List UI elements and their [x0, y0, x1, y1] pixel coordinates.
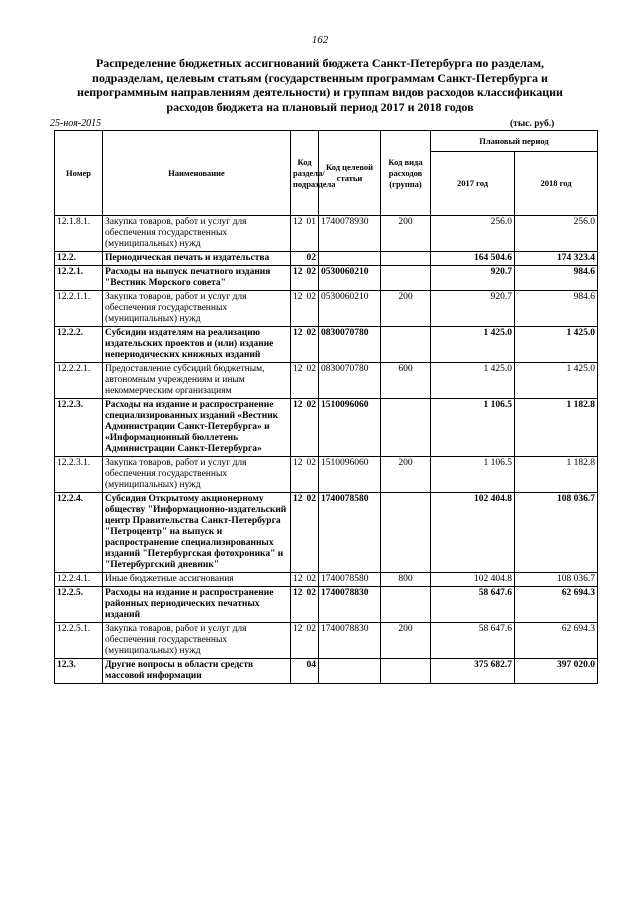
- row-subsection: 02: [305, 363, 319, 399]
- header-year-2018: 2018 год: [515, 152, 598, 216]
- row-section: 12: [291, 363, 305, 399]
- table-body: [55, 216, 598, 684]
- table-row: [55, 216, 598, 252]
- row-number: 12.2.4.: [55, 493, 103, 573]
- row-article: 1740078580: [319, 493, 381, 573]
- table-row: [55, 659, 598, 684]
- row-number: 12.2.: [55, 252, 103, 266]
- row-amount-2018: 1 425.0: [515, 327, 598, 363]
- row-vid: 600: [381, 363, 431, 399]
- row-subsection: 02: [305, 266, 319, 291]
- header-name: Наименование: [103, 131, 291, 216]
- row-amount-2017: 1 425.0: [431, 327, 515, 363]
- row-section: [291, 659, 305, 684]
- row-amount-2018: 174 323.4: [515, 252, 598, 266]
- row-vid: 200: [381, 457, 431, 493]
- table-row: [55, 291, 598, 327]
- row-amount-2018: 984.6: [515, 266, 598, 291]
- row-name: Закупка товаров, работ и услуг для обеспечения государственных (муниципальных) нужд: [103, 291, 291, 327]
- document-title: Распределение бюджетных ассигнований бюджета Санкт-Петербурга по разделам, подразделам, целевым статьям (государственным программам Санкт-Петербурга и непрограммным направлениям деятельности) и группам видов расходов классификации расходов бюджета на плановый период 2017 и 2018 годов: [77, 56, 563, 114]
- row-number: 12.2.1.1.: [55, 291, 103, 327]
- row-amount-2017: 1 106.5: [431, 399, 515, 457]
- row-section: 12: [291, 623, 305, 659]
- row-number: 12.1.8.1.: [55, 216, 103, 252]
- row-amount-2017: 256.0: [431, 216, 515, 252]
- table-row: [55, 587, 598, 623]
- row-subsection: 02: [305, 573, 319, 587]
- row-vid: 800: [381, 573, 431, 587]
- row-article: 1740078930: [319, 216, 381, 252]
- row-article: [319, 659, 381, 684]
- row-article: 0830070780: [319, 327, 381, 363]
- row-name: Иные бюджетные ассигнования: [103, 573, 291, 587]
- row-amount-2018: 108 036.7: [515, 573, 598, 587]
- row-subsection: 02: [305, 623, 319, 659]
- row-name: Закупка товаров, работ и услуг для обеспечения государственных (муниципальных) нужд: [103, 457, 291, 493]
- row-number: 12.2.1.: [55, 266, 103, 291]
- row-vid: [381, 266, 431, 291]
- row-number: 12.2.4.1.: [55, 573, 103, 587]
- page-number: 162: [311, 34, 329, 46]
- table-row: [55, 493, 598, 573]
- row-article: 1510096060: [319, 399, 381, 457]
- budget-table: [54, 130, 598, 684]
- row-article: 1740078830: [319, 623, 381, 659]
- document-date: 25-ноя-2015: [50, 118, 102, 129]
- table-row: [55, 327, 598, 363]
- row-name: Расходы на издание и распространение специализированных изданий «Вестник Администрации Санкт-Петербурга» и «Информационный бюллетень Администрации Санкт-Петербурга»: [103, 399, 291, 457]
- row-section: 12: [291, 327, 305, 363]
- row-amount-2018: 1 182.8: [515, 399, 598, 457]
- row-vid: 200: [381, 623, 431, 659]
- row-amount-2018: 1 182.8: [515, 457, 598, 493]
- row-amount-2017: 1 425.0: [431, 363, 515, 399]
- table-row: [55, 623, 598, 659]
- row-number: 12.2.2.1.: [55, 363, 103, 399]
- row-amount-2017: 920.7: [431, 266, 515, 291]
- row-amount-2018: 62 694.3: [515, 587, 598, 623]
- row-amount-2018: 984.6: [515, 291, 598, 327]
- row-amount-2017: 920.7: [431, 291, 515, 327]
- row-amount-2018: 108 036.7: [515, 493, 598, 573]
- table-row: [55, 573, 598, 587]
- row-article: 0530060210: [319, 291, 381, 327]
- row-amount-2017: 102 404.8: [431, 573, 515, 587]
- header-number: Номер: [55, 131, 103, 216]
- table-row: [55, 363, 598, 399]
- header-plan-period: Плановый период: [431, 131, 598, 152]
- row-article: [319, 252, 381, 266]
- row-section: 12: [291, 587, 305, 623]
- row-section: 12: [291, 457, 305, 493]
- table-row: [55, 252, 598, 266]
- row-name: Периодическая печать и издательства: [103, 252, 291, 266]
- row-amount-2017: 102 404.8: [431, 493, 515, 573]
- row-article: 0830070780: [319, 363, 381, 399]
- row-number: 12.2.3.1.: [55, 457, 103, 493]
- row-name: Расходы на выпуск печатного издания "Вестник Морского совета": [103, 266, 291, 291]
- row-subsection: 01: [305, 216, 319, 252]
- header-article: Код целевой статьи: [319, 131, 381, 216]
- row-subsection: 02: [305, 587, 319, 623]
- row-amount-2017: 58 647.6: [431, 623, 515, 659]
- row-number: 12.2.5.1.: [55, 623, 103, 659]
- row-vid: [381, 399, 431, 457]
- header-vid: Код вида расходов (группа): [381, 131, 431, 216]
- table-row: [55, 399, 598, 457]
- row-subsection: 02: [305, 291, 319, 327]
- row-vid: [381, 493, 431, 573]
- row-section: 12: [291, 573, 305, 587]
- row-section: 12: [291, 216, 305, 252]
- row-section: [291, 252, 305, 266]
- row-amount-2018: 1 425.0: [515, 363, 598, 399]
- row-name: Закупка товаров, работ и услуг для обеспечения государственных (муниципальных) нужд: [103, 623, 291, 659]
- row-article: 1510096060: [319, 457, 381, 493]
- row-name: Субсидия Открытому акционерному обществу "Информационно-издательский центр Правительства Санкт-Петербурга "Петроцентр" на выпуск и распространение специализированных изданий "Петербургская фотохроника" и "Петербургский дневник": [103, 493, 291, 573]
- row-amount-2017: 375 682.7: [431, 659, 515, 684]
- row-amount-2018: 62 694.3: [515, 623, 598, 659]
- row-amount-2018: 256.0: [515, 216, 598, 252]
- row-vid: 200: [381, 216, 431, 252]
- row-subsection: 02: [305, 327, 319, 363]
- row-amount-2018: 397 020.0: [515, 659, 598, 684]
- row-subsection: 02: [305, 457, 319, 493]
- row-article: 0530060210: [319, 266, 381, 291]
- row-number: 12.2.5.: [55, 587, 103, 623]
- row-amount-2017: 1 106.5: [431, 457, 515, 493]
- row-number: 12.2.2.: [55, 327, 103, 363]
- row-section: 12: [291, 493, 305, 573]
- row-amount-2017: 164 504.6: [431, 252, 515, 266]
- table-row: [55, 457, 598, 493]
- units-label: (тыс. руб.): [510, 119, 555, 129]
- row-subsection: 02: [305, 493, 319, 573]
- row-section: 12: [291, 266, 305, 291]
- row-name: Субсидии издателям на реализацию издательских проектов и (или) издание непериодических книжных изданий: [103, 327, 291, 363]
- row-number: 12.3.: [55, 659, 103, 684]
- row-section: 12: [291, 399, 305, 457]
- row-vid: [381, 327, 431, 363]
- row-name: Расходы на издание и распространение районных периодических печатных изданий: [103, 587, 291, 623]
- row-section: 12: [291, 291, 305, 327]
- row-amount-2017: 58 647.6: [431, 587, 515, 623]
- header-year-2017: 2017 год: [431, 152, 515, 216]
- row-article: 1740078830: [319, 587, 381, 623]
- table-row: [55, 266, 598, 291]
- row-article: 1740078580: [319, 573, 381, 587]
- header-section: Код раздела/ подраздела: [291, 131, 319, 216]
- row-subsection: 02: [305, 252, 319, 266]
- row-subsection: 02: [305, 399, 319, 457]
- row-vid: [381, 252, 431, 266]
- row-name: Закупка товаров, работ и услуг для обеспечения государственных (муниципальных) нужд: [103, 216, 291, 252]
- row-vid: [381, 587, 431, 623]
- row-name: Другие вопросы в области средств массовой информации: [103, 659, 291, 684]
- row-vid: [381, 659, 431, 684]
- row-name: Предоставление субсидий бюджетным, автономным учреждениям и иным некоммерческим организациям: [103, 363, 291, 399]
- row-number: 12.2.3.: [55, 399, 103, 457]
- row-vid: 200: [381, 291, 431, 327]
- row-subsection: 04: [305, 659, 319, 684]
